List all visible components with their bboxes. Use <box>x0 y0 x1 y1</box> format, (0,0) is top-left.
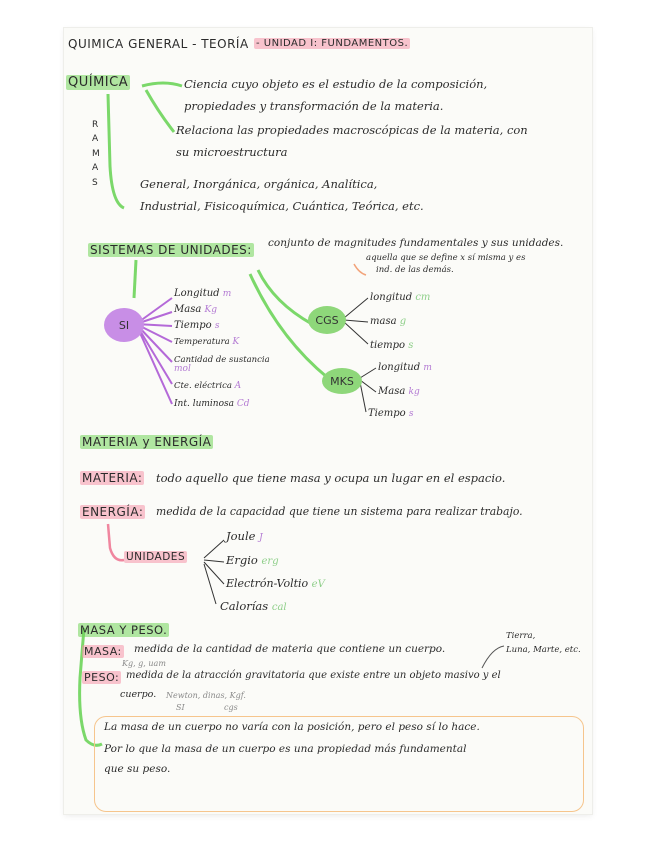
energia-def: medida de la capacidad que tiene un sistema para realizar trabajo. <box>156 505 523 518</box>
sistemas-note-1: aquella que se define x sí misma y es <box>366 253 526 263</box>
mks-bubble: MKS <box>322 368 362 394</box>
energia-unit-symbol: eV <box>311 579 325 590</box>
peso-sub-cgs: cgs <box>224 703 238 712</box>
energia-unit-symbol: erg <box>261 556 279 567</box>
masa-label-text: MASA: <box>84 645 122 658</box>
mks-item-name: longitud <box>378 362 421 373</box>
energia-label-text: ENERGÍA: <box>82 505 144 519</box>
energia-label <box>80 506 145 519</box>
page-title: QUIMICA GENERAL - TEORÍA <box>68 37 249 51</box>
si-item <box>174 338 239 348</box>
si-item-unit: Cd <box>236 399 250 409</box>
si-item <box>174 304 217 316</box>
si-item-name: Int. luminosa <box>174 399 234 409</box>
si-bubble: SI <box>104 308 144 342</box>
mks-item-unit: kg <box>408 387 420 397</box>
si-item <box>174 400 250 410</box>
energia-unit-name: Calorías <box>220 599 269 613</box>
cgs-item-unit: s <box>408 340 414 351</box>
materia-label-text: MATERIA: <box>82 471 143 485</box>
masa-units: Kg, g, uam <box>122 659 166 668</box>
materia-energia-heading-text: MATERIA y ENERGÍA <box>82 435 212 449</box>
cgs-item-unit: cm <box>415 292 431 303</box>
energia-unit-symbol: cal <box>271 602 287 613</box>
masa-label <box>82 646 124 658</box>
energia-unit-name: Joule <box>226 529 256 543</box>
cgs-item <box>370 316 406 327</box>
cgs-item-name: longitud <box>370 292 413 303</box>
sistemas-label-text: SISTEMAS DE UNIDADES: <box>90 243 252 257</box>
quimica-def-2: propiedades y transformación de la materia. <box>184 99 444 113</box>
masa-peso-heading-text: MASA Y PESO. <box>80 623 168 637</box>
si-item <box>174 382 241 392</box>
cgs-bubble: CGS <box>308 306 346 334</box>
energia-unit <box>226 578 325 590</box>
peso-units: Newton, dinas, Kgf. <box>166 691 246 700</box>
si-item-name: Cantidad de sustancia <box>174 355 270 365</box>
quimica-rel-2: su microestructura <box>176 145 288 159</box>
ramas-label: RAMAS <box>92 120 101 188</box>
notebook-page <box>64 28 592 814</box>
si-item-unit: A <box>234 381 242 391</box>
note-2a: Por lo que la masa de un cuerpo es una propiedad más fundamental <box>104 743 467 755</box>
mks-item-name: Masa <box>378 386 406 397</box>
si-item <box>174 356 284 375</box>
energia-unit-name: Ergio <box>226 553 258 567</box>
note-2b: que su peso. <box>104 763 171 775</box>
si-item-unit: m <box>222 289 232 299</box>
unit-title-text: - UNIDAD I: FUNDAMENTOS. <box>256 38 409 49</box>
cgs-item <box>370 292 430 303</box>
masa-def: medida de la cantidad de materia que contiene un cuerpo. <box>134 643 446 655</box>
quimica-label <box>66 76 130 90</box>
si-item-name: Masa <box>174 304 202 315</box>
sistemas-note-2: ind. de las demás. <box>376 265 454 275</box>
note-1: La masa de un cuerpo no varía con la posición, pero el peso sí lo hace. <box>104 721 480 733</box>
mks-item-unit: m <box>423 363 432 373</box>
energia-unit-symbol: J <box>259 533 263 543</box>
mks-item <box>378 362 432 374</box>
energia-unit-name: Electrón-Voltio <box>226 577 309 590</box>
si-item <box>174 320 220 332</box>
aside-1: Tierra, <box>506 631 536 641</box>
peso-label-text: PESO: <box>84 671 120 684</box>
energia-unit <box>226 530 263 544</box>
peso-def-2: cuerpo. <box>120 689 157 700</box>
sistemas-label <box>88 244 254 257</box>
si-item-name: Tiempo <box>174 320 212 331</box>
masa-peso-heading <box>78 624 169 637</box>
peso-def-1: medida de la atracción gravitatoria que existe entre un objeto masivo y el <box>126 670 501 681</box>
mks-item <box>368 408 414 420</box>
energia-unit <box>220 600 287 613</box>
unit-title <box>254 38 410 49</box>
energia-unit <box>226 554 279 567</box>
sistemas-def: conjunto de magnitudes fundamentales y sus unidades. <box>268 237 564 249</box>
aside-2: Luna, Marte, etc. <box>506 645 581 655</box>
si-item-name: Cte. eléctrica <box>174 381 232 391</box>
unidades-label <box>124 552 187 564</box>
materia-label <box>80 472 144 485</box>
mks-item <box>378 386 420 398</box>
si-item-unit: Kg <box>204 305 217 315</box>
ramas-line-2: Industrial, Fisicoquímica, Cuántica, Teórica, etc. <box>140 199 424 213</box>
quimica-rel-1: Relaciona las propiedades macroscópicas de la materia, con <box>176 123 528 137</box>
peso-label <box>82 672 121 684</box>
cgs-item-unit: g <box>399 316 407 327</box>
si-item-unit: s <box>214 321 220 331</box>
cgs-item-name: masa <box>370 316 397 327</box>
si-item-name: Temperatura <box>174 337 230 347</box>
cgs-item-name: tiempo <box>370 340 406 351</box>
materia-energia-heading <box>80 436 213 449</box>
mks-item-unit: s <box>408 409 414 419</box>
cgs-item <box>370 340 413 351</box>
unidades-label-text: UNIDADES <box>126 551 186 563</box>
ramas-line-1: General, Inorgánica, orgánica, Analítica, <box>140 177 378 191</box>
si-item-unit: K <box>232 337 240 347</box>
peso-sub-si: SI <box>176 703 185 712</box>
si-item <box>174 288 231 300</box>
quimica-def-1: Ciencia cuyo objeto es el estudio de la composición, <box>184 77 488 91</box>
materia-def: todo aquello que tiene masa y ocupa un lugar en el espacio. <box>156 471 506 485</box>
mks-item-name: Tiempo <box>368 408 406 419</box>
si-item-unit: mol <box>174 364 191 375</box>
quimica-label-text: QUÍMICA <box>68 75 129 90</box>
si-item-name: Longitud <box>174 288 220 299</box>
